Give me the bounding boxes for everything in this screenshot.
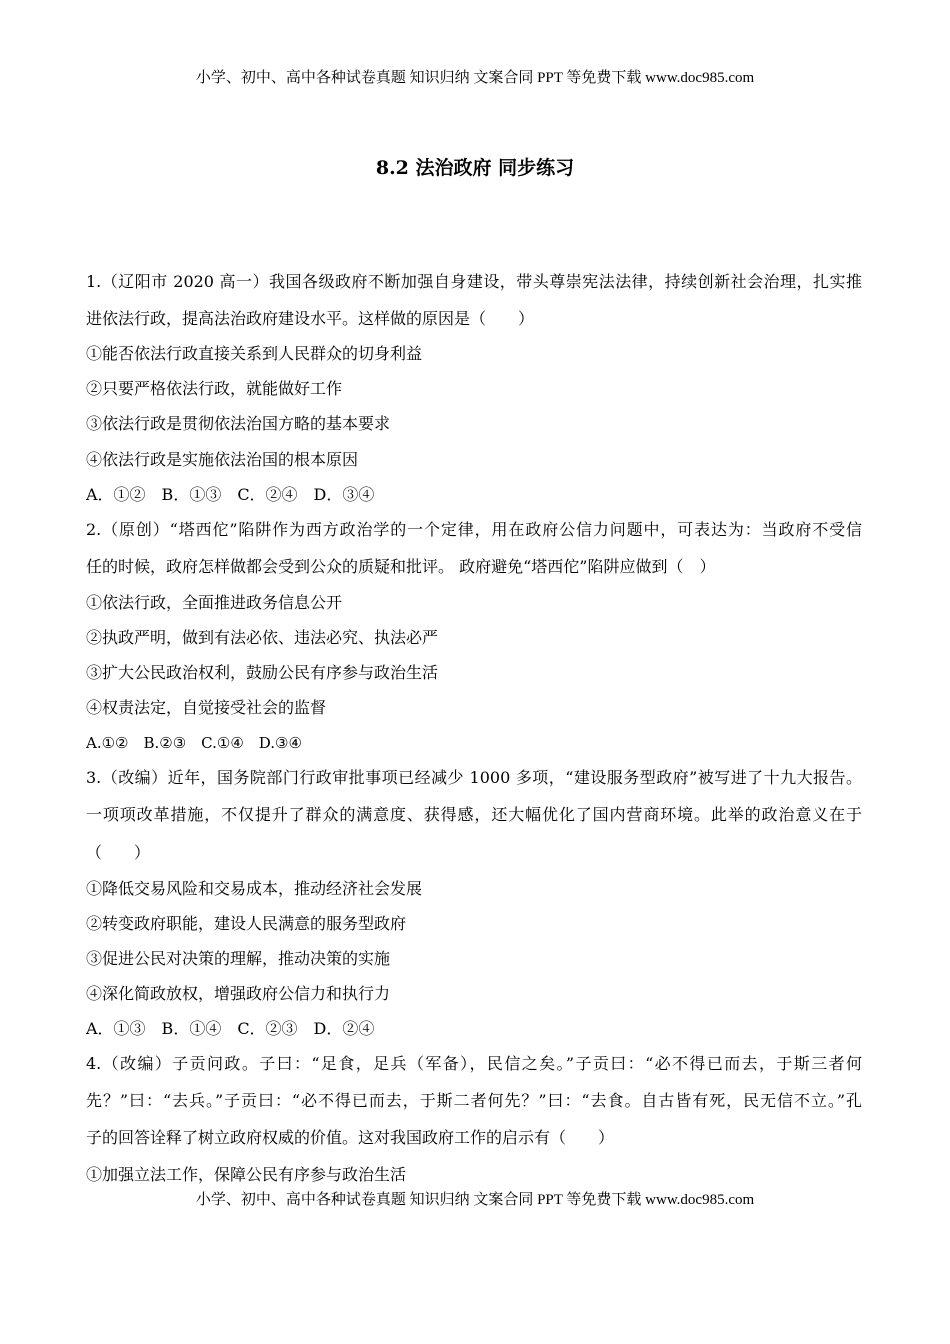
- question-3-option: ②转变政府职能，建设人民满意的服务型政府: [86, 914, 407, 933]
- question-3-option: ①降低交易风险和交易成本，推动经济社会发展: [86, 879, 423, 898]
- question-4-option: ①加强立法工作，保障公民有序参与政治生活: [86, 1165, 407, 1184]
- question-4-line: 先？”曰：“去兵。”子贡曰：“必不得已而去，于斯二者何先？”曰：“去食。自古皆有死，民无信不立。”孔: [86, 1091, 862, 1110]
- question-1-option: ①能否依法行政直接关系到人民群众的切身利益: [86, 344, 423, 363]
- question-3-option: ④深化简政放权，增强政府公信力和执行力: [86, 984, 391, 1003]
- question-2-option: ③扩大公民政治权利，鼓励公民有序参与政治生活: [86, 663, 439, 682]
- page-header: 小学、初中、高中各种试卷真题 知识归纳 文案合同 PPT 等免费下载 www.doc985.com: [195, 70, 755, 86]
- question-2-line: 2.（原创）“塔西佗”陷阱作为西方政治学的一个定律，用在政府公信力问题中，可表达为：当政府不受信: [86, 520, 862, 539]
- question-3-line: 3.（改编）近年，国务院部门行政审批事项已经减少 1000 多项，“建设服务型政府”被写进了十九大报告。: [86, 768, 862, 787]
- question-1-answers: A．①② B．①③ C．②④ D．③④: [86, 485, 375, 504]
- question-2-answers: A.①② B.②③ C.①④ D.③④: [86, 734, 302, 752]
- page-title: 8.2 法治政府 同步练习: [375, 157, 575, 179]
- question-2-line: 任的时候，政府怎样做都会受到公众的质疑和批评。 政府避免“塔西佗”陷阱应做到（ ）: [86, 557, 716, 576]
- question-1-option: ③依法行政是贯彻依法治国方略的基本要求: [86, 414, 391, 433]
- question-1-option: ④依法行政是实施依法治国的根本原因: [86, 450, 359, 469]
- question-1-line: 1.（辽阳市 2020 高一）我国各级政府不断加强自身建设，带头尊崇宪法法律，持续创新社会治理，扎实推: [86, 272, 862, 291]
- question-2-option: ④权责法定，自觉接受社会的监督: [86, 698, 327, 717]
- question-3-line: 一项项改革措施，不仅提升了群众的满意度、获得感，还大幅优化了国内营商环境。此举的政治意义在于: [86, 805, 862, 824]
- question-2-option: ②执政严明，做到有法必依、违法必究、执法必严: [86, 628, 439, 647]
- question-4-line: 4.（改编）子贡问政。子曰：“足食，足兵（军备），民信之矣。”子贡曰：“必不得已而去，于斯三者何: [86, 1054, 862, 1073]
- question-1-option: ②只要严格依法行政，就能做好工作: [86, 379, 343, 398]
- question-4-line: 子的回答诠释了树立政府权威的价值。这对我国政府工作的启示有（ ）: [86, 1128, 615, 1147]
- question-3-answers: A．①③ B．①④ C．②③ D．②④: [86, 1019, 375, 1038]
- question-3-line: （ ）: [86, 843, 151, 862]
- question-3-option: ③促进公民对决策的理解，推动决策的实施: [86, 949, 391, 968]
- question-1-line: 进依法行政，提高法治政府建设水平。这样做的原因是（ ）: [86, 309, 535, 328]
- question-2-option: ①依法行政，全面推进政务信息公开: [86, 593, 343, 612]
- page-footer: 小学、初中、高中各种试卷真题 知识归纳 文案合同 PPT 等免费下载 www.doc985.com: [195, 1192, 755, 1208]
